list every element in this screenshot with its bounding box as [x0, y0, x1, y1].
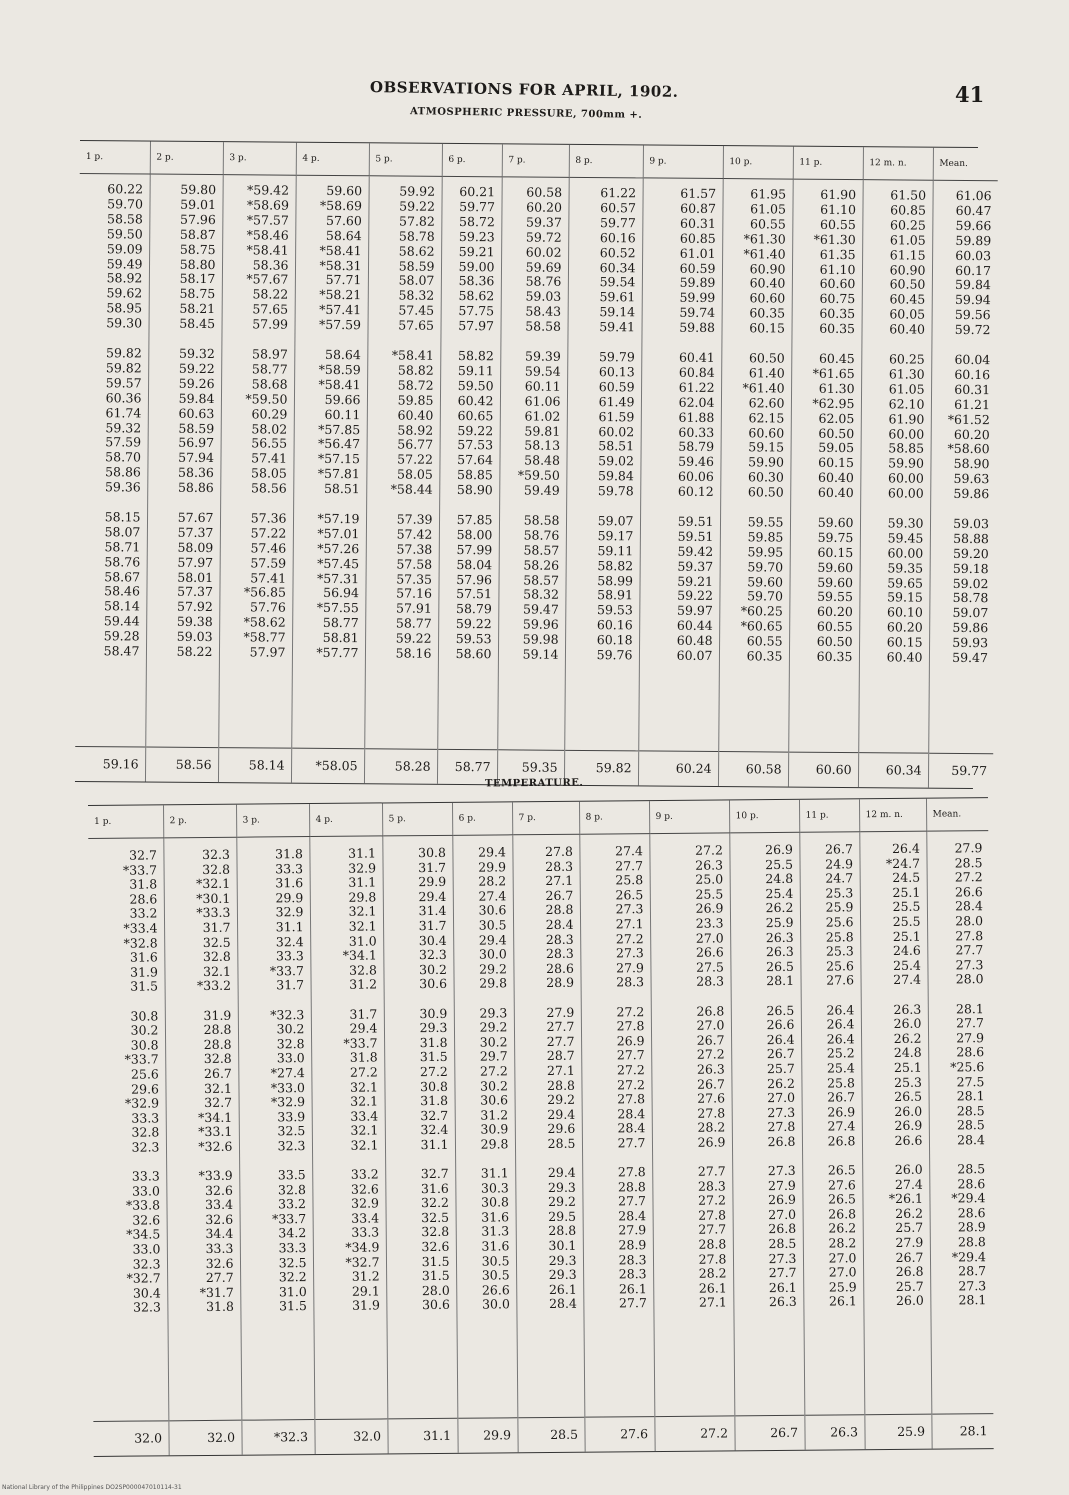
column-header: 6 p.: [452, 802, 512, 835]
data-column: 59.92 59.22 57.82 58.78 58.62 58.59 58.07 58.32 57.45 57.65 *58.41 58.82 58.72 59.85 60.40 58.92 56.77 57.22 58.05 *58.44 57.39 57.42 57.38 57.58 57.35 57.16 57.91 58.77 59.22 58.16: [364, 176, 441, 750]
data-column: 60.22 59.70 58.58 59.50 59.09 59.49 58.92 59.62 58.95 59.30 59.82 59.82 59.57 60.36 61.74 59.32 57.59 58.70 58.86 59.36 58.15 58.07 58.71 58.76 58.67 58.46 58.14 59.44 59.28 58.47: [103, 181, 144, 659]
mean-cell: 59.35: [497, 750, 564, 785]
mean-cell: 59.77: [928, 753, 993, 788]
data-column: 59.80 59.01 57.96 58.87 58.75 58.80 58.17 58.75 58.21 58.45 59.32 59.22 59.26 59.84 60.63 58.59 56.97 57.94 58.36 58.86 57.67 57.37 58.09 57.97 58.01 57.37 57.92 59.38 59.03 58.22: [145, 174, 222, 748]
mean-cell: 60.60: [788, 752, 858, 787]
mean-cell: 26.3: [804, 1415, 864, 1450]
mean-cell: 59.82: [564, 750, 638, 785]
data-column: 32.3 32.8 *32.1 *30.1 *33.3 31.7 32.5 32.8 32.1 *33.2 31.9 28.8 28.8 32.8 26.7 32.1 32.7 *34.1 *33.1 *32.6 *33.9 32.6 33.4 32.6 34.4 33.3 32.6 27.7 *31.7 31.8: [163, 837, 241, 1421]
mean-cell: 28.5: [517, 1417, 584, 1452]
data-column: *59.42 *58.69 *57.57 *58.46 *58.41 58.36 *57.67 58.22 57.65 57.99 58.97 58.77 58.68 *59.50 60.29 58.02 56.55 57.41 58.05 58.56 57.36 57.22 57.46 57.59 57.41 *56.85 57.76 *58.62 *58.77 57.97: [218, 175, 295, 749]
mean-cell: 58.77: [437, 749, 497, 784]
column-header: 3 p.: [236, 804, 309, 837]
data-column: 60.21 59.77 58.72 59.23 59.21 59.00 58.36 58.62 57.75 57.97 58.82 59.11 59.50 60.42 60.65 59.22 57.53 57.64 58.85 58.90 57.85 58.00 57.99 58.04 57.96 57.51 58.79 59.22 59.53 58.60: [437, 176, 501, 749]
mean-cell: 58.14: [218, 748, 291, 783]
data-column: 29.4 29.9 28.2 27.4 30.6 30.5 29.4 30.0 29.2 29.8 29.3 29.2 30.2 29.7 27.2 30.2 30.6 31.2 30.9 29.8 31.1 30.3 30.8 31.6 31.3 31.6 30.5 30.5 26.6 30.0: [452, 835, 517, 1419]
column-header: 5 p.: [369, 143, 442, 176]
data-column: 30.8 31.7 29.9 29.4 31.4 31.7 30.4 32.3 30.2 30.6 30.9 29.3 31.8 31.5 27.2 30.8 31.8 32.7 32.4 31.1 32.7 31.6 32.2 32.5 32.8 32.6 31.5 31.5 28.0 30.6: [382, 835, 457, 1419]
data-column: 61.57 60.87 60.31 60.85 61.01 60.59 59.89 59.99 59.74 59.88 60.41 60.84 61.22 62.04 61.88 60.33 58.79 59.46 60.06 60.12 59.51 59.51 59.42 59.37 59.21 59.22 59.97 60.44 60.48 60.07: [638, 178, 722, 752]
mean-cell: 60.58: [718, 752, 788, 787]
column-header: Mean.: [933, 148, 998, 181]
column-header: 2 p.: [163, 805, 236, 838]
mean-cell: *32.3: [241, 1420, 314, 1455]
temperature-body-row: [88, 831, 993, 1422]
column-header: 9 p.: [643, 145, 723, 178]
data-column: 59.60 *58.69 57.60 58.64 *58.41 *58.31 57.71 *58.21 *57.41 *57.59 58.64 *58.59 *58.41 59.66 60.11 *57.85 *56.47 *57.15 *57.81 58.51 *57.19 *57.01 *57.26 *57.45 *57.31 56.94 *57.55 58.77 58.81 *57.77: [291, 175, 368, 749]
mean-cell: 32.0: [314, 1419, 387, 1454]
mean-cell: 27.6: [584, 1417, 654, 1452]
column-header: 12 m. n.: [863, 147, 933, 180]
column-header: 5 p.: [382, 803, 452, 836]
column-header: 12 m. n.: [859, 799, 926, 832]
column-header: 8 p.: [579, 801, 649, 834]
mean-cell: 59.16: [75, 746, 145, 781]
mean-cell: 32.0: [93, 1421, 168, 1456]
column-header: 11 p.: [793, 147, 863, 180]
data-column: 61.06 60.47 59.66 59.89 60.03 60.17 59.84 59.94 59.56 59.72 60.04 60.16 60.31 61.21 *61.52 60.20 *58.60 58.90 59.63 59.86 59.03 58.88 59.20 59.18 59.02 58.78 59.07 59.86 59.93 59.47: [928, 180, 997, 753]
mean-cell: 58.28: [364, 749, 437, 784]
column-header: 11 p.: [799, 799, 859, 832]
column-header: 4 p.: [296, 143, 369, 176]
data-column: 26.9 25.5 24.8 25.4 26.2 25.9 26.3 26.3 26.5 28.1 26.5 26.6 26.4 26.7 25.7 26.2 27.0 27.3 27.8 26.8 27.3 27.9 26.9 27.0 26.8 28.5 27.3 27.7 26.1 26.3: [729, 832, 804, 1416]
mean-cell: 60.24: [638, 751, 718, 786]
pressure-section-title: ATMOSPHERIC PRESSURE, 700mm +.: [409, 106, 643, 121]
data-column: 61.95 61.05 60.55 *61.30 *61.40 60.90 60.40 60.60 60.35 60.15 60.50 61.40 *61.40 62.60 62.15 60.60 59.15 59.90 60.30 60.50 59.55 59.85 59.95 59.70 59.60 59.70 *60.25 *60.65 60.55 60.35: [718, 179, 792, 753]
data-column: 27.8 28.3 27.1 26.7 28.8 28.4 28.3 28.3 28.6 28.9 27.9 27.7 27.7 28.7 27.1 28.8 29.2 29.4 29.6 28.5 29.4 29.3 29.2 29.5 28.8 30.1 29.3 29.3 26.1 28.4: [512, 834, 584, 1418]
column-header: 10 p.: [729, 800, 799, 833]
page-title: OBSERVATIONS FOR APRIL, 1902.: [369, 78, 679, 101]
mean-cell: 32.0: [168, 1420, 241, 1455]
data-column: 60.58 60.20 59.37 59.72 60.02 59.69 58.76 59.03 58.43 58.58 59.39 59.54 60.11 61.06 61.02 59.81 58.13 58.48 *59.50 59.49 58.58 58.76 58.57 58.26 58.57 58.32 59.47 59.96 59.98 59.14: [497, 177, 568, 751]
column-header: Mean.: [926, 798, 988, 831]
column-header: 2 p.: [150, 142, 223, 175]
mean-cell: 29.9: [457, 1418, 517, 1453]
data-column: 61.90 61.10 60.55 *61.30 61.35 61.10 60.60 60.75 60.35 60.35 60.45 *61.65 61.30 *62.95 62.05 60.50 59.05 60.15 60.40 60.40 59.60 59.75 60.15 59.60 59.60 59.55 60.20 60.55 60.50 60.35: [788, 179, 862, 753]
column-header: 10 p.: [723, 146, 793, 179]
page-number: 41: [955, 82, 985, 107]
data-column: 27.9 28.5 27.2 26.6 28.4 28.0 27.8 27.7 27.3 28.0 28.1 27.7 27.9 28.6 *25.6 27.5 28.1 28.5 28.5 28.4 28.5 28.6 *29.4 28.6 28.9 28.8 *29.4 28.7 27.3 28.1: [926, 831, 993, 1415]
data-column: 61.22 60.57 59.77 60.16 60.52 60.34 59.54 59.61 59.14 59.41 59.79 60.13 60.59 61.49 61.59 60.02 58.51 59.02 59.84 59.78 59.07 59.17 59.11 58.82 58.99 58.91 59.53 60.16 60.18 59.76: [564, 177, 642, 751]
column-header: 1 p.: [88, 805, 163, 838]
data-column: 27.2 26.3 25.0 25.5 26.9 23.3 27.0 26.6 27.5 28.3 26.8 27.0 26.7 27.2 26.3 26.7 27.6 27.8 28.2 26.9 27.7 28.3 27.2 27.8 27.7 28.8 27.8 28.2 26.1 27.1: [649, 833, 734, 1417]
temperature-table: [88, 797, 994, 1457]
temperature-mean-row: [93, 1414, 993, 1456]
column-header: 4 p.: [309, 803, 382, 836]
mean-cell: 60.34: [858, 753, 928, 788]
data-column: 31.8 33.3 31.6 29.9 32.9 31.1 32.4 33.3 *33.7 31.7 *32.3 30.2 32.8 33.0 *27.4 *33.0 *32.9 33.9 32.5 32.3 33.5 32.8 33.2 *33.7 34.2 33.3 32.5 32.2 31.0 31.5: [236, 837, 314, 1421]
column-header: 7 p.: [512, 802, 579, 835]
column-header: 1 p.: [80, 141, 150, 174]
pressure-body-row: [75, 173, 997, 753]
data-column: 32.7 *33.7 31.8 28.6 33.2 *33.4 *32.8 31.6 31.9 31.5 30.8 30.2 30.8 *33.7 25.6 29.6 *32.9 33.3 32.8 32.3 33.3 33.0 *33.8 32.6 *34.5 33.0 32.3 *32.7 30.4 32.3: [122, 847, 161, 1316]
pressure-table: [75, 140, 992, 789]
data-column: 31.1 32.9 31.1 29.8 32.1 32.1 31.0 *34.1 32.8 31.2 31.7 29.4 *33.7 31.8 27.2 32.1 32.1 33.4 32.1 32.1 33.2 32.6 32.9 33.4 33.3 *34.9 *32.7 31.2 29.1 31.9: [309, 836, 387, 1420]
column-header: 9 p.: [649, 800, 729, 833]
mean-cell: 26.7: [734, 1415, 804, 1450]
mean-cell: 27.2: [654, 1416, 734, 1451]
temperature-section-title: TEMPERATURE.: [484, 777, 584, 790]
footer-credit: National Library of the Philippines DO2SP000047010114-31: [2, 1484, 182, 1491]
mean-cell: *58.05: [291, 748, 364, 783]
data-column: 26.7 24.9 24.7 25.3 25.9 25.6 25.8 25.3 25.6 27.6 26.4 26.4 26.4 25.2 25.4 25.8 26.7 26.9 27.4 26.8 26.5 27.6 26.5 26.8 26.2 28.2 27.0 27.0 25.9 26.1: [799, 832, 864, 1416]
mean-cell: 25.9: [864, 1414, 931, 1449]
mean-cell: 58.56: [145, 747, 218, 782]
column-header: 7 p.: [502, 144, 569, 177]
mean-cell: 31.1: [387, 1418, 457, 1453]
data-column: 27.4 27.7 25.8 26.5 27.3 27.1 27.2 27.3 27.9 28.3 27.2 27.8 26.9 27.7 27.2 27.2 27.8 28.4 28.4 27.7 27.8 28.8 27.7 28.4 27.9 28.9 28.3 28.3 26.1 27.7: [579, 834, 654, 1418]
column-header: 8 p.: [569, 145, 643, 178]
column-header: 3 p.: [223, 142, 296, 175]
data-column: 26.4 *24.7 24.5 25.1 25.5 25.5 25.1 24.6 25.4 27.4 26.3 26.0 26.2 24.8 25.1 25.3 26.5 26.0 26.9 26.6 26.0 27.4 *26.1 26.2 25.7 27.9 26.7 26.8 25.7 26.0: [859, 831, 931, 1415]
mean-cell: 28.1: [931, 1414, 993, 1449]
column-header: 6 p.: [442, 144, 502, 177]
data-column: 61.50 60.85 60.25 61.05 61.15 60.90 60.50 60.45 60.05 60.40 60.25 61.30 61.05 62.10 61.90 60.00 58.85 59.90 60.00 60.00 59.30 59.45 60.00 59.35 59.65 59.15 60.10 60.20 60.15 60.40: [858, 180, 932, 754]
